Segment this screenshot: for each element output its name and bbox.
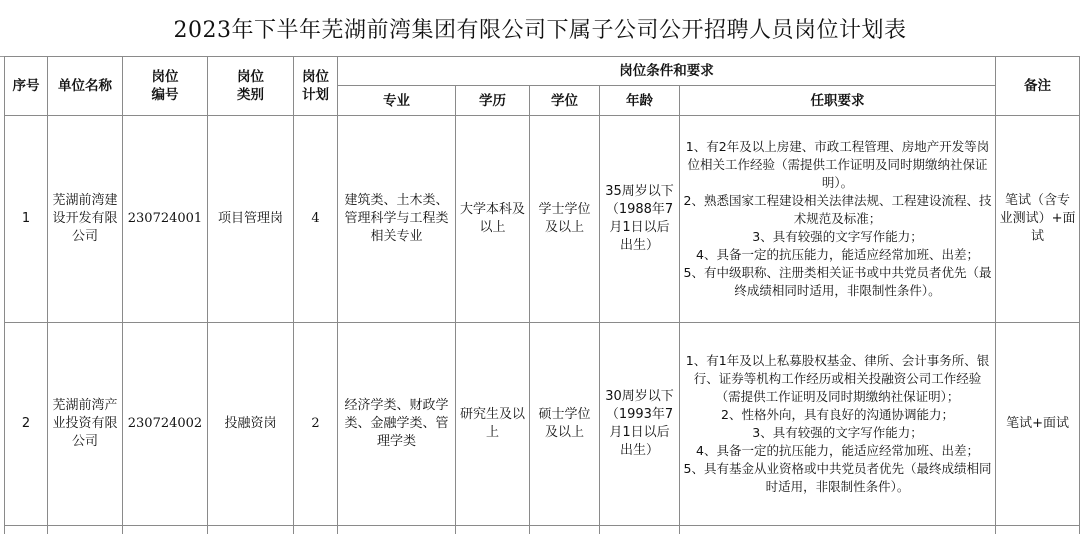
header-plan: 岗位 计划 — [294, 57, 338, 116]
cell-plan: 4 — [294, 116, 338, 323]
cell-duties — [680, 323, 996, 526]
duty-item: 3、具有较强的文字写作能力； — [683, 424, 992, 442]
header-duties: 任职要求 — [680, 86, 996, 116]
cell-major: 建筑类、土木类、管理科学与工程类相关专业 — [338, 116, 456, 323]
header-category: 岗位 类别 — [208, 57, 294, 116]
cell-plan: 2 — [294, 323, 338, 526]
cell-seq: 1 — [5, 116, 48, 323]
table-title: 2023年下半年芜湖前湾集团有限公司下属子公司公开招聘人员岗位计划表 — [0, 0, 1080, 57]
duty-item: 2、性格外向，具有良好的沟通协调能力； — [683, 406, 992, 424]
table-row — [5, 323, 1080, 526]
header-seq: 序号 — [5, 57, 48, 116]
header-code: 岗位 编号 — [123, 57, 208, 116]
duty-item: 1、有2年及以上房建、市政工程管理、房地产开发等岗位相关工作经验（需提供工作证明及同时期缴纳社保证明）。 — [683, 138, 992, 192]
recruitment-plan-table — [4, 56, 1080, 534]
header-education: 学历 — [456, 86, 530, 116]
cell-unit: 芜湖前湾建设开发有限公司 — [48, 116, 123, 323]
cell-major: 经济学类、财政学类、金融学类、管理学类 — [338, 323, 456, 526]
header-conditions: 岗位条件和要求 — [338, 57, 996, 86]
cell-age: 35周岁以下（1988年7月1日以后出生） — [600, 116, 680, 323]
table-row — [5, 116, 1080, 323]
duty-item: 4、具备一定的抗压能力，能适应经常加班、出差； — [683, 442, 992, 460]
cell-category: 投融资岗 — [208, 323, 294, 526]
duty-item: 5、有中级职称、注册类相关证书或中共党员者优先（最终成绩相同时适用，非限制性条件）。 — [683, 264, 992, 300]
header-degree: 学位 — [530, 86, 600, 116]
cell-remarks: 笔试+面试 — [996, 323, 1080, 526]
cell-degree: 学士学位及以上 — [530, 116, 600, 323]
header-unit: 单位名称 — [48, 57, 123, 116]
duty-item: 2、熟悉国家工程建设相关法律法规、工程建设流程、技术规范及标准； — [683, 192, 992, 228]
cell-duties — [680, 116, 996, 323]
cell-code: 230724001 — [123, 116, 208, 323]
cell-code: 230724002 — [123, 323, 208, 526]
table-row-partial — [5, 526, 1080, 534]
header-row-1 — [5, 57, 1080, 86]
cell-unit: 芜湖前湾产业投资有限公司 — [48, 323, 123, 526]
cell-remarks: 笔试（含专业测试）+面试 — [996, 116, 1080, 323]
cell-category: 项目管理岗 — [208, 116, 294, 323]
duty-item: 1、有1年及以上私募股权基金、律所、会计事务所、银行、证券等机构工作经历或相关投融资公司工作经验（需提供工作证明及同时期缴纳社保证明）； — [683, 352, 992, 406]
header-age: 年龄 — [600, 86, 680, 116]
duty-item: 3、具有较强的文字写作能力； — [683, 228, 992, 246]
cell-age: 30周岁以下（1993年7月1日以后出生） — [600, 323, 680, 526]
header-major: 专业 — [338, 86, 456, 116]
cell-education: 研究生及以上 — [456, 323, 530, 526]
header-remarks: 备注 — [996, 57, 1080, 116]
cell-degree: 硕士学位及以上 — [530, 323, 600, 526]
cell-education: 大学本科及以上 — [456, 116, 530, 323]
cell-seq: 2 — [5, 323, 48, 526]
duty-item: 4、具备一定的抗压能力，能适应经常加班、出差； — [683, 246, 992, 264]
duty-item: 5、具有基金从业资格或中共党员者优先（最终成绩相同时适用，非限制性条件）。 — [683, 460, 992, 496]
